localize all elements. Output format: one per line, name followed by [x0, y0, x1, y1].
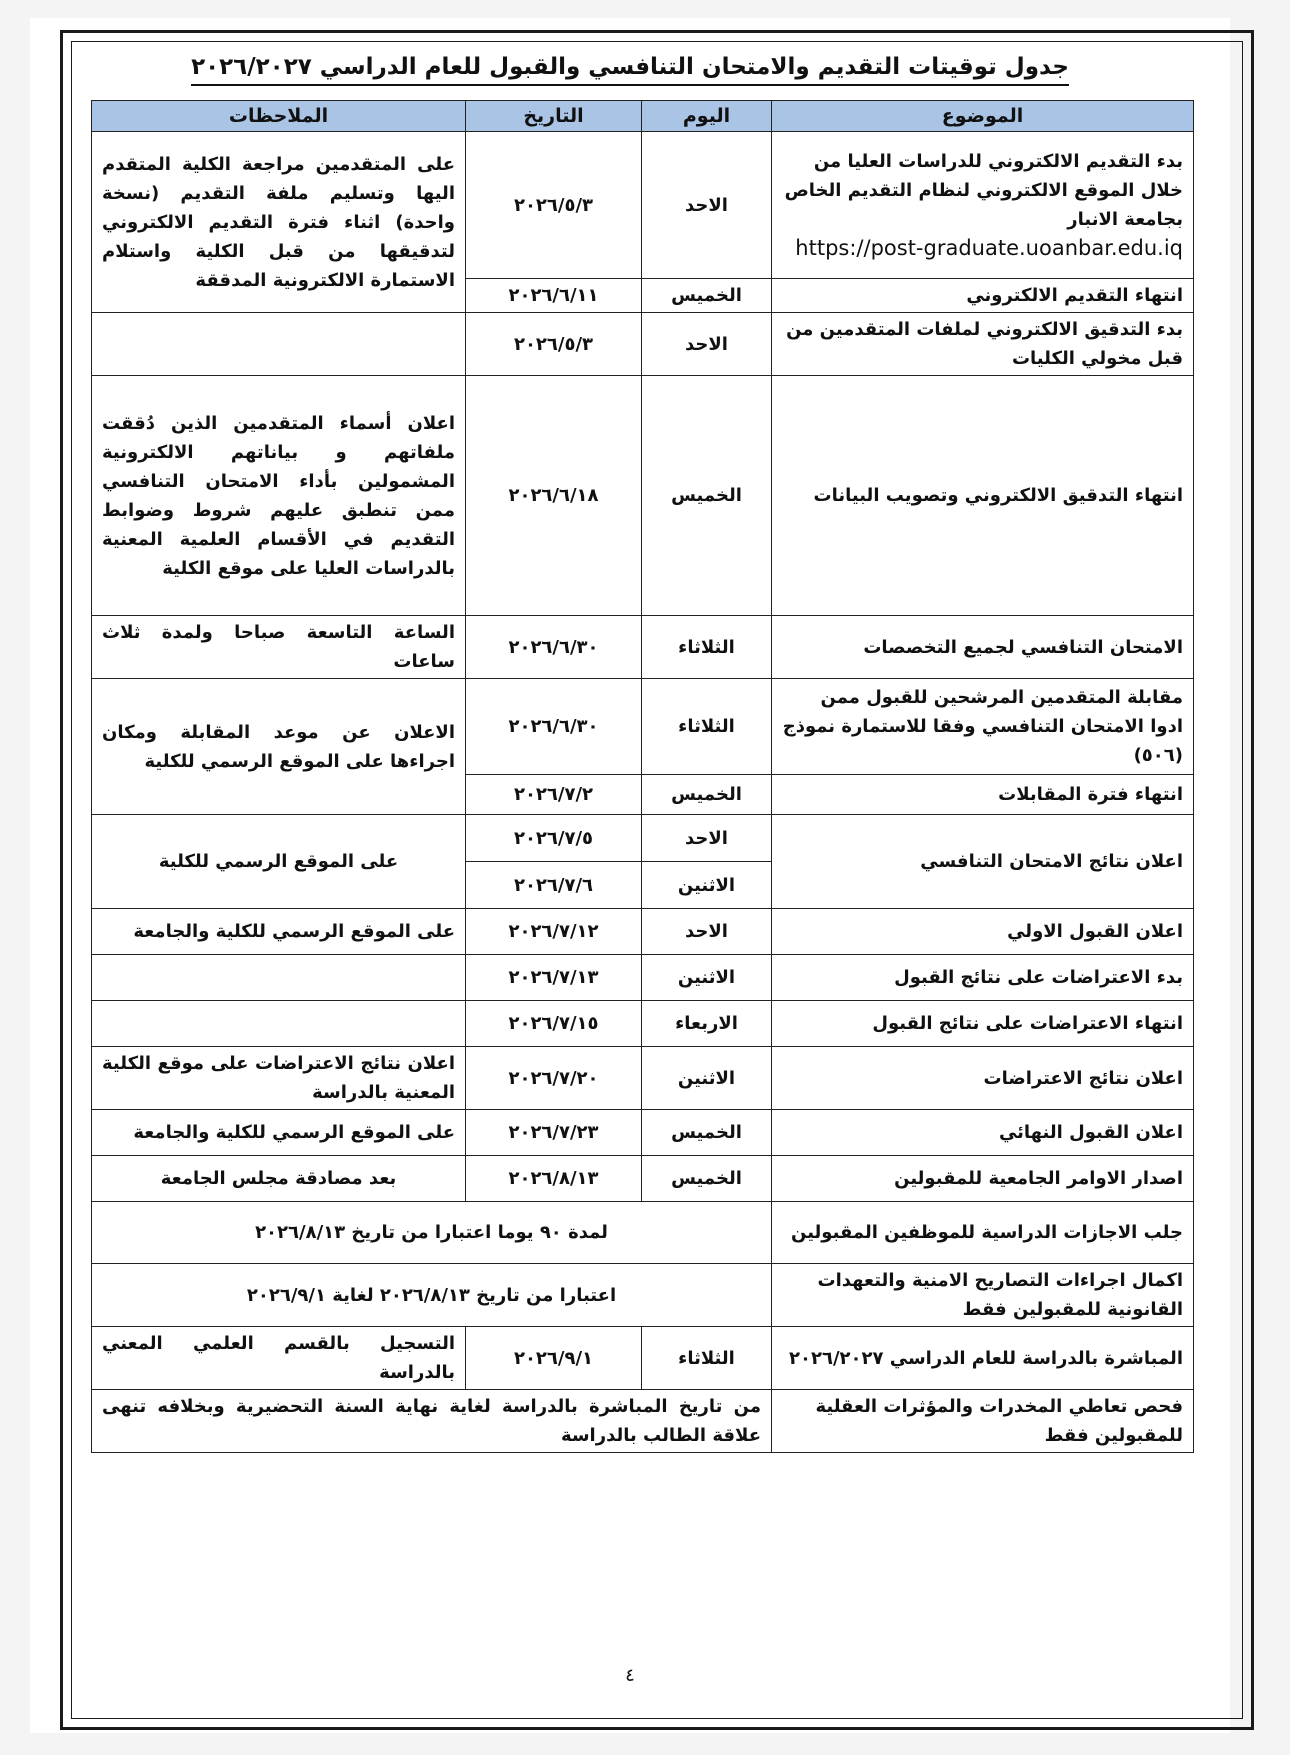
application-url: https://post-graduate.uoanbar.edu.iq [795, 236, 1183, 260]
header-day: اليوم [642, 101, 772, 132]
notes-cell: التسجيل بالقسم العلمي المعني بالدراسة [92, 1327, 466, 1390]
table-row [92, 909, 1194, 955]
notes-cell: لمدة ٩٠ يوما اعتبارا من تاريخ ٢٠٢٦/٨/١٣ [92, 1202, 772, 1264]
topic-cell [772, 132, 1194, 279]
table-row [92, 376, 1194, 616]
day-cell: الاثنين [642, 862, 772, 909]
document-page [30, 18, 1230, 1733]
day-cell: الاثنين [642, 1047, 772, 1110]
topic-cell: انتهاء فترة المقابلات [772, 775, 1194, 815]
topic-cell: اعلان نتائج الاعتراضات [772, 1047, 1194, 1110]
day-cell: الاثنين [642, 955, 772, 1001]
day-cell: الاحد [642, 132, 772, 279]
page-number: ٤ [625, 1665, 635, 1686]
day-cell: الثلاثاء [642, 616, 772, 679]
topic-cell: بدء الاعتراضات على نتائج القبول [772, 955, 1194, 1001]
table-row [92, 132, 1194, 279]
document-title [90, 54, 1170, 80]
date-cell: ٢٠٢٦/٧/٢٣ [466, 1110, 642, 1156]
table-row [92, 1202, 1194, 1264]
notes-cell: اعلان نتائج الاعتراضات على موقع الكلية المعنية بالدراسة [92, 1047, 466, 1110]
date-cell: ٢٠٢٦/٧/٦ [466, 862, 642, 909]
day-cell: الاحد [642, 815, 772, 862]
table-row [92, 1390, 1194, 1453]
notes-cell [92, 1001, 466, 1047]
day-cell: الاحد [642, 909, 772, 955]
topic-text: بدء التقديم الالكتروني للدراسات العليا من خلال الموقع الالكتروني لنظام التقديم الخاص بجامعة الانبار [784, 151, 1183, 230]
date-cell: ٢٠٢٦/٥/٣ [466, 132, 642, 279]
table-row [92, 955, 1194, 1001]
notes-cell: اعلان أسماء المتقدمين الذين دُققت ملفاتهم و بياناتهم الالكترونية المشمولين بأداء الامتحان التنافسي ممن تنطبق عليهم شروط وضوابط التقديم في الأقسام العلمية المعنية بالدراسات العليا على موقع الكلية [92, 376, 466, 616]
date-cell: ٢٠٢٦/٦/١١ [466, 279, 642, 313]
header-notes: الملاحظات [92, 101, 466, 132]
notes-cell [92, 955, 466, 1001]
title-text: جدول توقيتات التقديم والامتحان التنافسي والقبول للعام الدراسي ٢٠٢٦/٢٠٢٧ [191, 54, 1069, 86]
table-row [92, 1001, 1194, 1047]
date-cell: ٢٠٢٦/٦/٣٠ [466, 679, 642, 775]
day-cell: الثلاثاء [642, 1327, 772, 1390]
topic-cell: انتهاء التدقيق الالكتروني وتصويب البيانات [772, 376, 1194, 616]
table-header-row [92, 101, 1194, 132]
date-cell: ٢٠٢٦/٧/٢٠ [466, 1047, 642, 1110]
date-cell: ٢٠٢٦/٩/١ [466, 1327, 642, 1390]
notes-cell: على الموقع الرسمي للكلية والجامعة [92, 909, 466, 955]
topic-cell: المباشرة بالدراسة للعام الدراسي ٢٠٢٦/٢٠٢٧ [772, 1327, 1194, 1390]
header-topic: الموضوع [772, 101, 1194, 132]
day-cell: الخميس [642, 775, 772, 815]
day-cell: الثلاثاء [642, 679, 772, 775]
day-cell: الخميس [642, 1156, 772, 1202]
notes-cell: اعتبارا من تاريخ ٢٠٢٦/٨/١٣ لغاية ٢٠٢٦/٩/١ [92, 1264, 772, 1327]
date-cell: ٢٠٢٦/٧/١٢ [466, 909, 642, 955]
date-cell: ٢٠٢٦/٧/١٥ [466, 1001, 642, 1047]
topic-cell: اكمال اجراءات التصاريح الامنية والتعهدات القانونية للمقبولين فقط [772, 1264, 1194, 1327]
date-cell: ٢٠٢٦/٦/١٨ [466, 376, 642, 616]
notes-cell: على المتقدمين مراجعة الكلية المتقدم اليها وتسليم ملفة التقديم (نسخة واحدة) اثناء فترة التقديم الالكتروني لتدقيقها من قبل الكلية واستلام الاستمارة الالكترونية المدققة [92, 132, 466, 313]
table-row [92, 1047, 1194, 1110]
date-cell: ٢٠٢٦/٦/٣٠ [466, 616, 642, 679]
table-row [92, 815, 1194, 862]
day-cell: الخميس [642, 1110, 772, 1156]
table-row [92, 1110, 1194, 1156]
table-row [92, 1327, 1194, 1390]
topic-cell: مقابلة المتقدمين المرشحين للقبول ممن ادوا الامتحان التنافسي وفقا للاستمارة نموذج (٥٠٦) [772, 679, 1194, 775]
date-cell: ٢٠٢٦/٧/١٣ [466, 955, 642, 1001]
table-row [92, 313, 1194, 376]
topic-cell: انتهاء التقديم الالكتروني [772, 279, 1194, 313]
notes-cell: على الموقع الرسمي للكلية والجامعة [92, 1110, 466, 1156]
date-cell: ٢٠٢٦/٧/٥ [466, 815, 642, 862]
table-row [92, 616, 1194, 679]
topic-cell: اعلان القبول النهائي [772, 1110, 1194, 1156]
notes-cell: الساعة التاسعة صباحا ولمدة ثلاث ساعات [92, 616, 466, 679]
day-cell: الخميس [642, 376, 772, 616]
header-date: التاريخ [466, 101, 642, 132]
day-cell: الاحد [642, 313, 772, 376]
topic-cell: فحص تعاطي المخدرات والمؤثرات العقلية للمقبولين فقط [772, 1390, 1194, 1453]
topic-cell: الامتحان التنافسي لجميع التخصصات [772, 616, 1194, 679]
notes-cell: بعد مصادقة مجلس الجامعة [92, 1156, 466, 1202]
date-cell: ٢٠٢٦/٨/١٣ [466, 1156, 642, 1202]
topic-cell: اصدار الاوامر الجامعية للمقبولين [772, 1156, 1194, 1202]
topic-cell: بدء التدقيق الالكتروني لملفات المتقدمين من قبل مخولي الكليات [772, 313, 1194, 376]
notes-cell: الاعلان عن موعد المقابلة ومكان اجراءها على الموقع الرسمي للكلية [92, 679, 466, 815]
schedule-table [91, 100, 1194, 1453]
table-row [92, 679, 1194, 775]
topic-cell: انتهاء الاعتراضات على نتائج القبول [772, 1001, 1194, 1047]
notes-cell: على الموقع الرسمي للكلية [92, 815, 466, 909]
notes-cell: من تاريخ المباشرة بالدراسة لغاية نهاية السنة التحضيرية وبخلافه تنهى علاقة الطالب بالدراسة [92, 1390, 772, 1453]
topic-cell: اعلان نتائج الامتحان التنافسي [772, 815, 1194, 909]
table-row [92, 1264, 1194, 1327]
topic-cell: اعلان القبول الاولي [772, 909, 1194, 955]
notes-cell [92, 313, 466, 376]
topic-cell: جلب الاجازات الدراسية للموظفين المقبولين [772, 1202, 1194, 1264]
day-cell: الخميس [642, 279, 772, 313]
date-cell: ٢٠٢٦/٧/٢ [466, 775, 642, 815]
table-row [92, 1156, 1194, 1202]
date-cell: ٢٠٢٦/٥/٣ [466, 313, 642, 376]
day-cell: الاربعاء [642, 1001, 772, 1047]
